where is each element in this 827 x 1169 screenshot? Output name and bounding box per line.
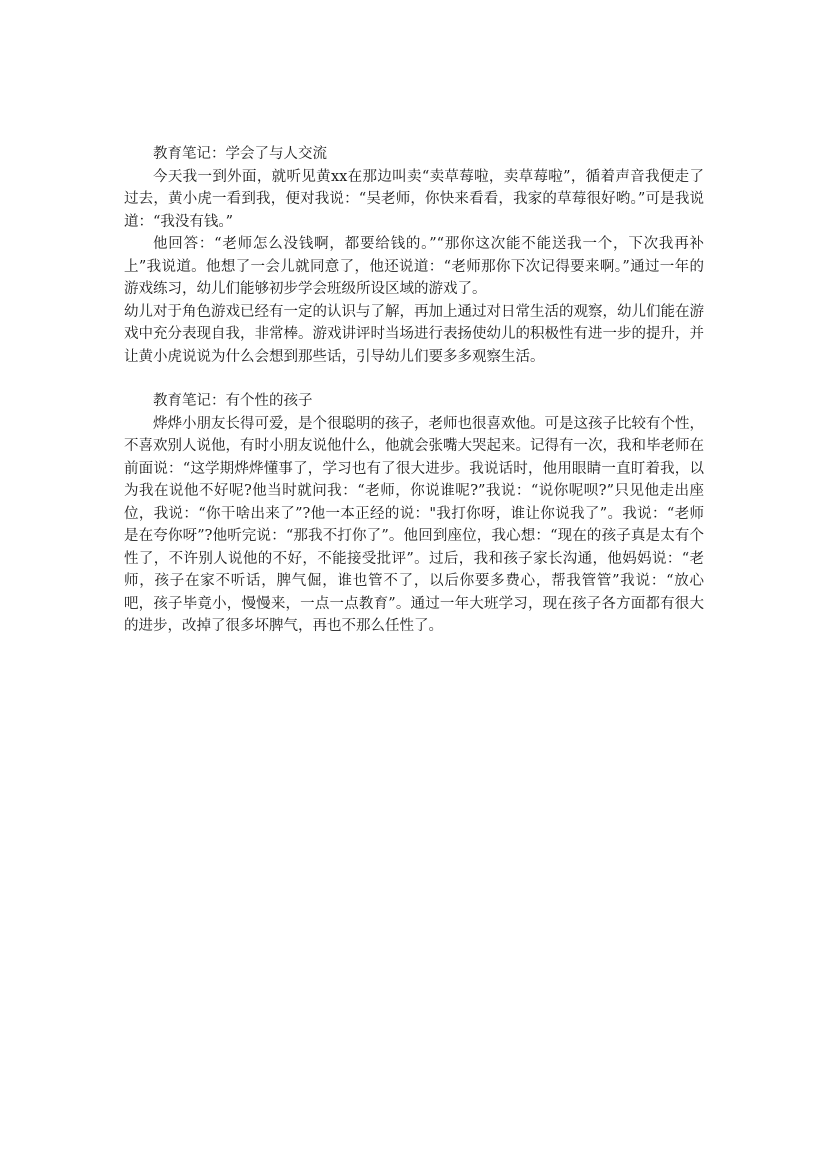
note-paragraph: 烨烨小朋友长得可爱，是个很聪明的孩子，老师也很喜欢他。可是这孩子比较有个性，不喜欢别人说他，有时小朋友说他什么，他就会张嘴大哭起来。记得有一次，我和毕老师在前面说：“这学期烨烨懂事了，学习也有了很大进步。我说话时，他用眼睛一直盯着我，以为我在说他不好呢?他当时就问我：“老师，你说谁呢?”我说：“说你呢呗?”只见他走出座位，我说：“你干啥出来了”?他一本正经的说："我打你呀，谁让你说我了”。我说：“老师是在夸你呀”?他听完说：“那我不打你了”。他回到座位，我心想：“现在的孩子真是太有个性了，不许别人说他的不好，不能接受批评”。过后，我和孩子家长沟通，他妈妈说：“老师，孩子在家不听话，脾气倔，谁也管不了，以后你要多费心，帮我管管”我说：“放心吧，孩子毕竟小，慢慢来，一点一点教育”。通过一年大班学习，现在孩子各方面都有很大的进步，改掉了很多坏脾气，再也不那么任性了。	[124, 415, 704, 634]
note-section-communication	[124, 143, 704, 368]
note-paragraph: 今天我一到外面，就听见黄xx在那边叫卖“卖草莓啦，卖草莓啦”，循着声音我便走了过去，黄小虎一看到我，便对我说：“吴老师，你快来看看，我家的草莓很好哟。”可是我说道：“我没有钱。”	[124, 168, 704, 230]
note-title: 教育笔记：学会了与人交流	[153, 146, 327, 162]
note-section-personality	[124, 390, 704, 638]
document-page	[124, 143, 704, 638]
note-paragraph: 幼儿对于角色游戏已经有一定的认识与了解，再加上通过对日常生活的观察，幼儿们能在游戏中充分表现自我，非常棒。游戏讲评时当场进行表扬使幼儿的积极性有进一步的提升，并让黄小虎说说为什么会想到那些话，引导幼儿们要多多观察生活。	[124, 303, 704, 365]
note-title: 教育笔记：有个性的孩子	[153, 393, 313, 409]
note-paragraph: 他回答：“老师怎么没钱啊，都要给钱的。”“那你这次能不能送我一个，下次我再补上”我说道。他想了一会儿就同意了，他还说道：“老师那你下次记得要来啊。”通过一年的游戏练习，幼儿们能够初步学会班级所设区域的游戏了。	[124, 236, 704, 297]
